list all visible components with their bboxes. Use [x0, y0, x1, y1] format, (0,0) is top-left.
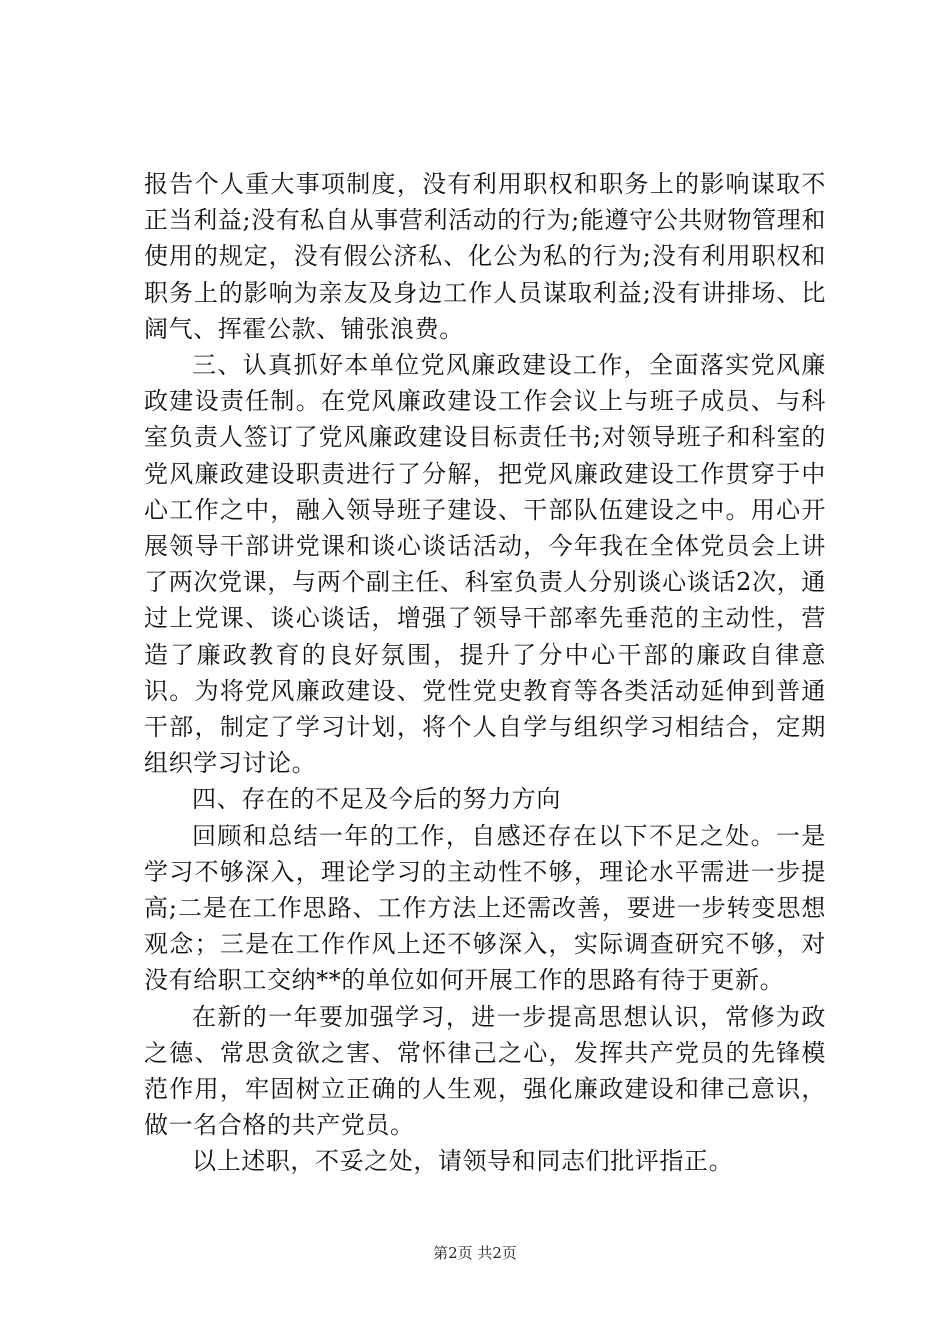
section-heading-four: 四、存在的不足及今后的努力方向	[192, 785, 561, 814]
paragraph-closing: 以上述职，不妥之处，请领导和同志们批评指正。	[192, 1147, 734, 1176]
paragraph-shortcomings: 回顾和总结一年的工作，自感还存在以下不足之处。一是学习不够深入，理论学习的主动性不够，理论水平需进一步提高;二是在工作思路、工作方法上还需改善，要进一步转变思想观念；三是在工作作风上还不够深入，实际调查研究不够，对没有给职工交纳**的单位如何开展工作的思路有待于更新。	[144, 821, 826, 995]
page-number-footer: 第2页 共2页	[433, 1244, 517, 1262]
paragraph-new-year-plan: 在新的一年要加强学习，进一步提高思想认识，常修为政之德、常思贪欲之害、常怀律己之心，发挥共产党员的先锋模范作用，牢固树立正确的人生观，强化廉政建设和律己意识，做一名合格的共产党员。	[144, 1002, 826, 1140]
paragraph-continuation: 报告个人重大事项制度，没有利用职权和职务上的影响谋取不正当利益;没有私自从事营利活动的行为;能遵守公共财物管理和使用的规定，没有假公济私、化公为私的行为;没有利用职权和职务上的影响为亲友及身边工作人员谋取利益;没有讲排场、比阔气、挥霍公款、铺张浪费。	[144, 170, 826, 343]
paragraph-section-three: 三、认真抓好本单位党风廉政建设工作，全面落实党风廉政建设责任制。在党风廉政建设工作会议上与班子成员、与科室负责人签订了党风廉政建设目标责任书;对领导班子和科室的党风廉政建设职责进行了分解，把党风廉政建设工作贯穿于中心工作之中，融入领导班子建设、干部队伍建设之中。用心开展领导干部讲党课和谈心谈话活动，今年我在全体党员会上讲了两次党课，与两个副主任、科室负责人分别谈心谈话2次，通过上党课、谈心谈话，增强了领导干部率先垂范的主动性，营造了廉政教育的良好氛围，提升了分中心干部的廉政自律意识。为将党风廉政建设、党性党史教育等各类活动延伸到普通干部，制定了学习计划，将个人自学与组织学习相结合，定期组织学习讨论。	[144, 351, 826, 778]
document-body	[144, 166, 826, 1180]
